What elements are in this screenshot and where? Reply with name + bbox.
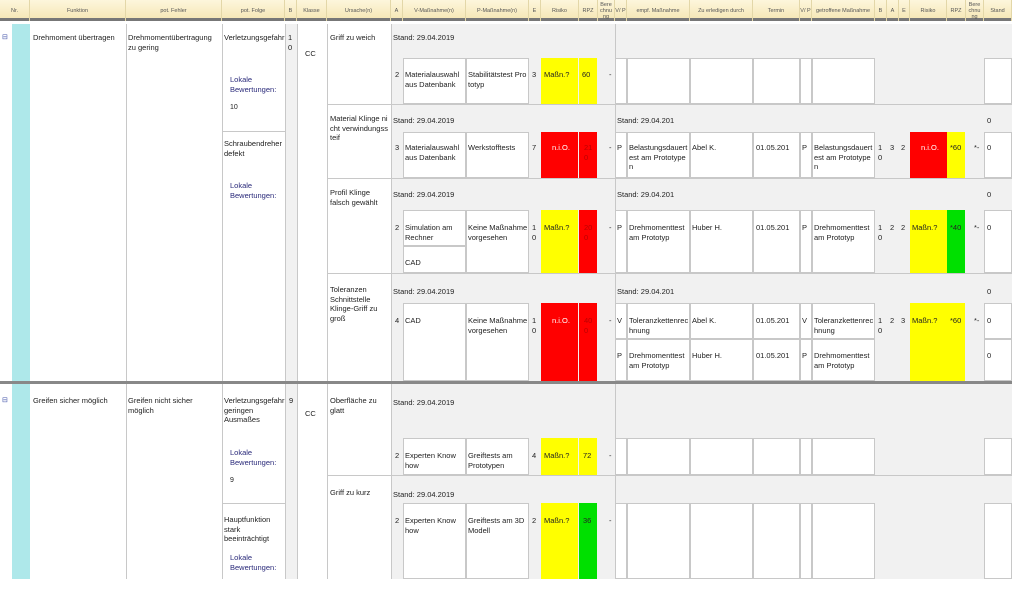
b-value: 10 — [878, 143, 883, 162]
col-ursache: Ursache(n) — [327, 0, 391, 21]
vp-value: V — [617, 316, 623, 325]
e-value: 4 — [532, 451, 537, 460]
col-a: A — [391, 0, 403, 21]
collapse-icon[interactable]: ⊟ — [2, 397, 8, 404]
ursache-cell: Toleranzen Schnittstelle Klinge-Griff zu groß — [330, 285, 378, 323]
lokale-bewertungen-label: Lokale Bewertungen: — [230, 553, 277, 572]
responsible: Abel K. — [692, 316, 717, 325]
vp-value: P — [802, 143, 808, 152]
col-risiko: Risiko — [541, 0, 579, 21]
col-termin: Termin — [753, 0, 800, 21]
rpz-value: *60 — [950, 143, 962, 152]
col-rpz: RPZ — [579, 0, 598, 21]
vp-value: P — [617, 223, 623, 232]
ursache-cell: Griff zu weich — [330, 33, 376, 42]
rpz-value: 36 — [583, 516, 592, 525]
risiko-badge: n.i.O. — [552, 143, 570, 152]
col-e: E — [529, 0, 541, 21]
col-rpz2: RPZ — [947, 0, 966, 21]
col-b2: B — [875, 0, 887, 21]
rpz-value: *60 — [950, 316, 962, 325]
a-value: 2 — [395, 516, 400, 525]
getroffene-massnahme: Drehmomenttest am Prototyp — [814, 223, 870, 242]
col-empf-massnahme: empf. Maßnahme — [627, 0, 690, 21]
stand-value: 0 — [987, 316, 992, 325]
rpz-value: 210 — [584, 143, 593, 162]
vp-value: P — [802, 351, 808, 360]
stand-value: 0 — [987, 351, 992, 360]
v-massnahme: Simulation am Rechner — [405, 223, 453, 242]
empf-massnahme: Drehmomenttest am Prototyp — [629, 351, 685, 370]
col-vp: V/ P — [615, 0, 627, 21]
stand-value: 0 — [987, 190, 992, 199]
col-getroffene-massnahme: getroffene Maßnahme — [812, 0, 875, 21]
empf-massnahme: Belastungsdauertest am Prototypen — [629, 143, 688, 171]
klasse-value: CC — [305, 49, 316, 58]
folge-cell: Verletzungsgefahr geringen Ausmaßes — [224, 396, 285, 424]
berechnung-value: - — [609, 223, 612, 232]
col-a2: A — [887, 0, 899, 21]
b-value: 9 — [289, 396, 294, 405]
risiko-badge: Maßn.? — [544, 223, 570, 232]
lokale-bewertungen-value: 9 — [230, 477, 234, 484]
v-massnahme: Experten Know how — [405, 516, 456, 535]
e-value: 10 — [532, 316, 537, 335]
p-massnahme: Keine Maßnahme vorgesehen — [468, 316, 528, 335]
stand-value: 0 — [987, 116, 992, 125]
rpz-value: *40 — [950, 223, 962, 232]
berechnung-value: - — [609, 316, 612, 325]
vp-value: P — [802, 223, 808, 232]
col-pot-folge: pot. Folge — [222, 0, 285, 21]
e-value: 3 — [901, 316, 906, 325]
col-berechnung: Bere chnu ng — [598, 0, 615, 21]
a-value: 2 — [395, 451, 400, 460]
berechnung-value: *- — [974, 223, 980, 232]
getroffene-massnahme: Drehmomenttest am Prototyp — [814, 351, 870, 370]
vp-value: P — [617, 143, 623, 152]
e-value: 3 — [532, 70, 537, 79]
fehler-cell: Greifen nicht sicher möglich — [128, 396, 193, 415]
risiko-badge: Maßn.? — [544, 516, 570, 525]
responsible: Huber H. — [692, 351, 723, 360]
ursache-cell: Griff zu kurz — [330, 488, 371, 497]
funktion-cell: Drehmoment übertragen — [33, 33, 115, 42]
p-massnahme: Keine Maßnahme vorgesehen — [468, 223, 528, 242]
ursache-cell: Material Klinge nicht verwindungssteif — [330, 114, 388, 142]
responsible: Abel K. — [692, 143, 717, 152]
v-massnahme: Experten Know how — [405, 451, 456, 470]
rpz-value: 400 — [584, 316, 593, 335]
ursache-cell: Oberfläche zu glatt — [330, 396, 377, 415]
stand-date: Stand: 29.04.2019 — [393, 33, 455, 42]
termin: 01.05.201 — [756, 143, 790, 152]
p-massnahme: Werkstofftests — [468, 143, 516, 152]
berechnung-value: - — [609, 143, 612, 152]
col-stand: Stand — [984, 0, 1012, 21]
responsible: Huber H. — [692, 223, 723, 232]
p-massnahme: Greiftests am Prototypen — [468, 451, 513, 470]
berechnung-value: - — [609, 516, 612, 525]
risiko-badge: Maßn.? — [912, 223, 938, 232]
e-value: 10 — [532, 223, 537, 242]
lokale-bewertungen-label: Lokale Bewertungen: — [230, 181, 277, 200]
stand-date: Stand: 29.04.2019 — [393, 190, 455, 199]
stand-value: 0 — [987, 143, 992, 152]
col-pot-fehler: pot. Fehler — [126, 0, 222, 21]
berechnung-value: - — [609, 451, 612, 460]
e-value: 2 — [532, 516, 537, 525]
risiko-badge: Maßn.? — [912, 316, 938, 325]
empf-massnahme: Drehmomenttest am Prototyp — [629, 223, 685, 242]
a-value: 4 — [395, 316, 400, 325]
rpz-value: 60 — [582, 70, 591, 79]
b-value: 10 — [878, 223, 883, 242]
stand-date: Stand: 29.04.2019 — [393, 398, 455, 407]
a-value: 3 — [890, 143, 895, 152]
col-b: B — [285, 0, 297, 21]
stand-date: Stand: 29.04.2019 — [393, 490, 455, 499]
col-funktion: Funktion — [30, 0, 126, 21]
termin: 01.05.201 — [756, 351, 790, 360]
lokale-bewertungen-label: Lokale Bewertungen: — [230, 448, 277, 467]
empf-massnahme: Toleranzkettenrechnung — [629, 316, 689, 335]
termin: 01.05.201 — [756, 223, 790, 232]
funktion-cell: Greifen sicher möglich — [33, 396, 108, 405]
col-vp2: V/ P — [800, 0, 812, 21]
stand-date: Stand: 29.04.2019 — [393, 116, 455, 125]
row-marker — [12, 24, 30, 381]
b-value: 10 — [288, 33, 293, 52]
v-massnahme: CAD — [405, 258, 421, 267]
risiko-badge: n.i.O. — [921, 143, 939, 152]
fehler-cell: Drehmomentübertragung zu gering — [128, 33, 212, 52]
berechnung-value: *- — [974, 143, 980, 152]
a-value: 2 — [890, 316, 895, 325]
e-value: 2 — [901, 143, 906, 152]
risiko-badge: Maßn.? — [544, 70, 570, 79]
rpz-value: 72 — [583, 451, 592, 460]
klasse-value: CC — [305, 409, 316, 418]
vp-value: V — [802, 316, 808, 325]
col-nr: Nr. — [0, 0, 30, 21]
stand-date: Stand: 29.04.2019 — [393, 287, 455, 296]
risiko-badge: n.i.O. — [552, 316, 570, 325]
collapse-icon[interactable]: ⊟ — [2, 34, 8, 41]
col-klasse: Klasse — [297, 0, 327, 21]
stand-date: Stand: 29.04.201 — [617, 287, 675, 296]
a-value: 2 — [395, 223, 400, 232]
p-massnahme: Stabilitätstest Prototyp — [468, 70, 527, 89]
p-massnahme: Greiftests am 3D Modell — [468, 516, 525, 535]
table-header — [0, 0, 1012, 21]
ursache-cell: Profil Klinge falsch gewählt — [330, 188, 378, 207]
col-p-massnahme: P-Maßnahme(n) — [466, 0, 529, 21]
getroffene-massnahme: Toleranzkettenrechnung — [814, 316, 874, 335]
col-v-massnahme: V-Maßnahme(n) — [403, 0, 466, 21]
e-value: 2 — [901, 223, 906, 232]
folge-cell: Hauptfunktion stark beeinträchtigt — [224, 515, 271, 543]
stand-date: Stand: 29.04.201 — [617, 190, 675, 199]
col-zu-erledigen: Zu erledigen durch — [690, 0, 753, 21]
v-massnahme: Materialauswahl aus Datenbank — [405, 70, 460, 89]
b-value: 10 — [878, 316, 883, 335]
col-e2: E — [899, 0, 910, 21]
v-massnahme: CAD — [405, 316, 421, 325]
termin: 01.05.201 — [756, 316, 790, 325]
folge-cell: Schraubendreher defekt — [224, 139, 282, 158]
row-marker — [12, 384, 30, 579]
stand-value: 0 — [987, 223, 992, 232]
a-value: 2 — [395, 70, 400, 79]
berechnung-value: *- — [974, 316, 980, 325]
col-risiko2: Risiko — [910, 0, 947, 21]
a-value: 2 — [890, 223, 895, 232]
berechnung-value: - — [609, 70, 612, 79]
rpz-value: 200 — [584, 223, 593, 242]
a-value: 3 — [395, 143, 400, 152]
v-massnahme: Materialauswahl aus Datenbank — [405, 143, 460, 162]
lokale-bewertungen-value: 10 — [230, 104, 238, 111]
vp-value: P — [617, 351, 623, 360]
stand-date: Stand: 29.04.201 — [617, 116, 675, 125]
getroffene-massnahme: Belastungsdauertest am Prototypen — [814, 143, 873, 171]
risiko-badge: Maßn.? — [544, 451, 570, 460]
e-value: 7 — [532, 143, 537, 152]
lokale-bewertungen-label: Lokale Bewertungen: — [230, 75, 277, 94]
col-berechnung2: Bere chnu ng — [966, 0, 984, 21]
folge-cell: Verletzungsgefahr — [224, 33, 285, 42]
stand-value: 0 — [987, 287, 992, 296]
